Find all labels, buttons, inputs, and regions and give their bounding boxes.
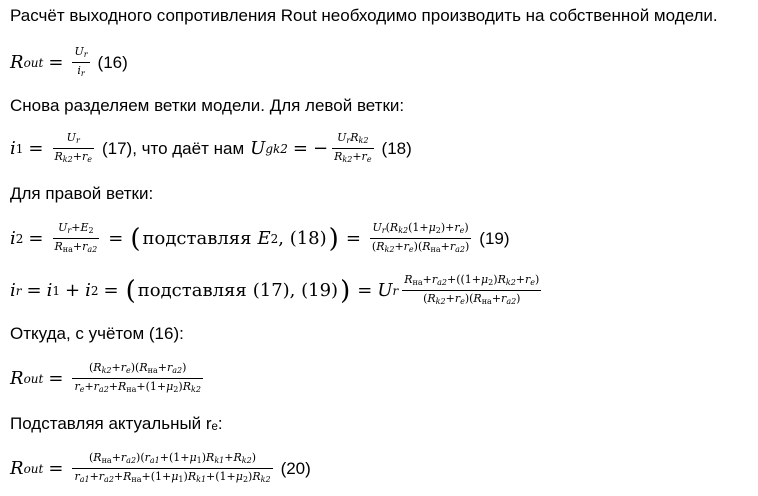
equation-number-20: (20) <box>280 458 311 478</box>
substituting-word: подставляя <box>142 228 252 249</box>
equation-ir: i r = i 1 + i 2 = ( подставляя (17), (19) ) = U r $\frac{Rна+r_{a2}+((1+\mu 2)R_{k2}+r_e)}{(R_{k2}+r_e)(Rна+r_{a2})}$ <box>10 273 540 306</box>
equation-17-18: i 1 = $\frac{U_r}{R_{k2}+r_e}$ (17) , что даёт нам U gk2 = − $\frac{U_rR_{k2}}{R_{k2}+r_e}$ (18) <box>10 131 412 164</box>
equation-number-16: (16) <box>97 52 128 72</box>
what-gives-text: , что даёт нам <box>132 138 245 158</box>
equation-20: R out = $\frac{(Rна+r_{a2})(r_{a1}+(1+\mu 1)R_{k1}+R_{k2})}{r_{a1}+r_{a2}+Rна+(1+\mu 1)R_{k1}+(1+\mu 2)R_{k2}}$ (20) <box>10 451 311 484</box>
equation-number-18: (18) <box>381 138 412 158</box>
substituting-word-2: подставляя <box>137 280 247 301</box>
split-text: Снова разделяем ветки модели. Для левой ветки: <box>10 96 405 115</box>
equation-number-19: (19) <box>479 228 510 248</box>
equation-rout: R out = $\frac{(R_{k2}+r_e)(Rна+r_{a2})}{r_e+r_{a2}+Rна+(1+\mu 2)R_{k2}}$ <box>10 361 201 394</box>
equation-number-17: (17) <box>101 138 133 158</box>
equation-19: i 2 = $\frac{U_r+E2}{Rна+r_{a2}}$ = ( подставляя E 2 , (18) ) = $\frac{U_r(R_{k2}(1+\mu 2)+r_e)}{(R_{k2}+r_e)(Rна+r_{a2})}$ (19) <box>10 221 510 254</box>
whence-text: Откуда, с учётом (16): <box>10 324 184 343</box>
right-branch-text: Для правой ветки: <box>10 184 154 203</box>
fraction: $\frac{U_r}{i_r}$ <box>74 45 88 78</box>
substituting-text: Подставляя актуальный rₑ: <box>10 414 223 433</box>
ref-18: , (18) <box>278 228 327 249</box>
ref-17-19: (17), (19) <box>252 280 339 301</box>
equation-16: R out = $\frac{U_r}{i_r}$ (16) <box>10 44 128 81</box>
intro-text: Расчёт выходного сопротивления Rout необходимо производить на собственной модели. <box>10 6 718 25</box>
